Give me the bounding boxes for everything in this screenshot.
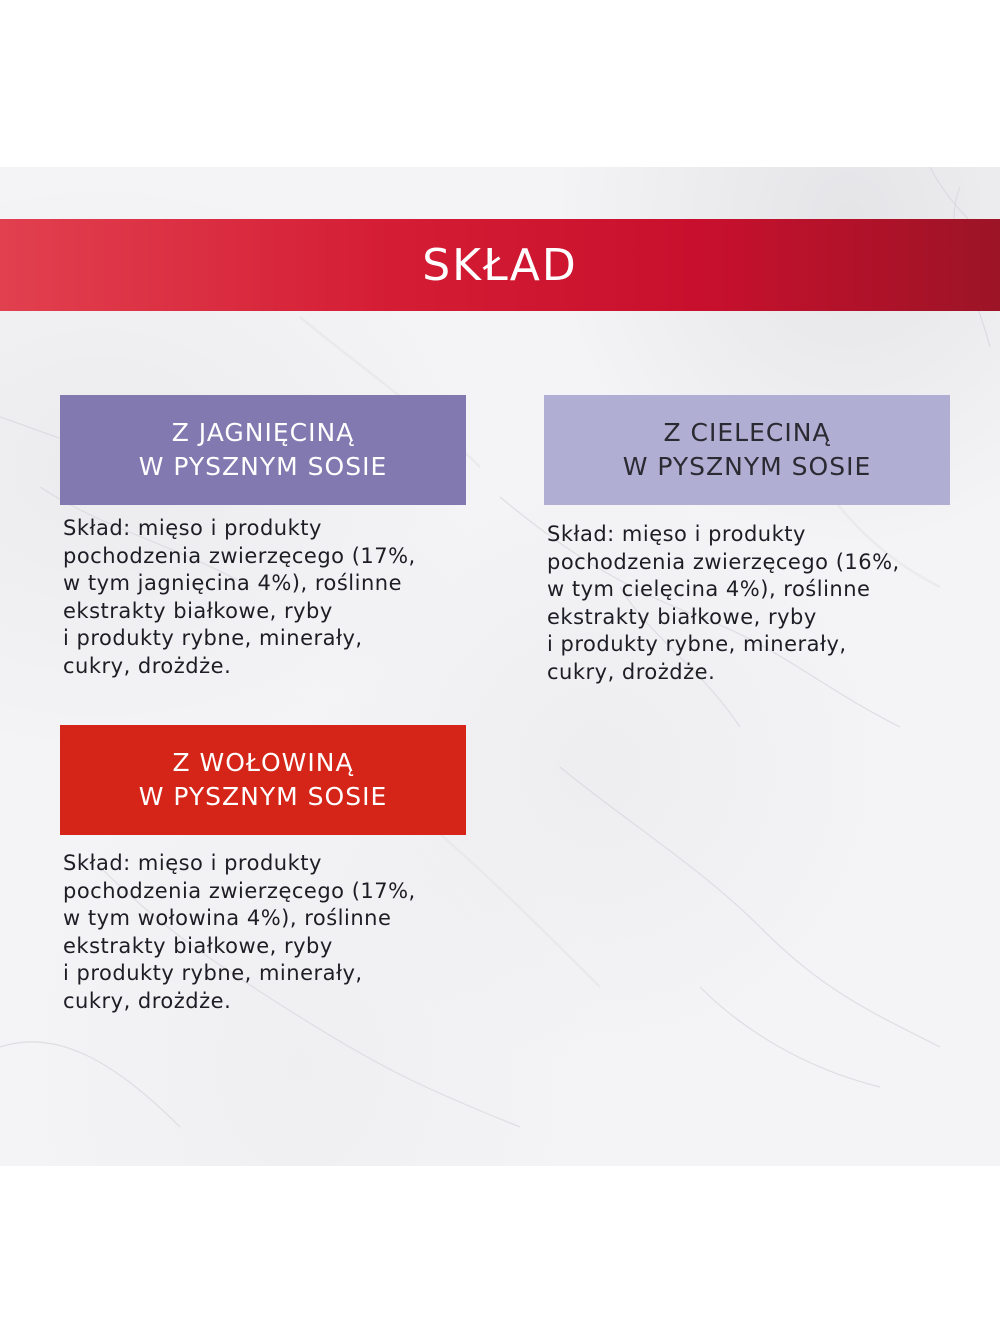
- lamb-ingredients-text: [63, 515, 483, 681]
- veal-ingredients-line: i produkty rybne, minerały,: [547, 632, 847, 657]
- beef-ingredients-text: [63, 850, 483, 1016]
- veal-ingredients-text: [547, 521, 967, 687]
- veal-ingredients-line: pochodzenia zwierzęcego (16%,: [547, 549, 900, 574]
- veal-ingredients-line: cukry, drożdże.: [547, 659, 716, 684]
- beef-ingredients-line: Skład: mięso i produkty: [63, 851, 322, 875]
- beef-ingredients-line: cukry, drożdże.: [63, 988, 232, 1013]
- page-title: SKŁAD: [422, 239, 578, 291]
- header-banner: [0, 219, 1000, 311]
- beef-ingredients-line: w tym wołowina 4%), roślinne: [63, 906, 392, 931]
- beef-ingredients-line: i produkty rybne, minerały,: [63, 961, 363, 986]
- lamb-variant-heading: [60, 395, 466, 505]
- lamb-ingredients-line: Skład: mięso i produkty: [63, 516, 322, 540]
- lamb-heading-line-1: Z JAGNIĘCINĄ: [171, 418, 355, 447]
- veal-ingredients-line: ekstrakty białkowe, ryby: [547, 604, 817, 629]
- veal-ingredients-line: w tym cielęcina 4%), roślinne: [547, 577, 871, 602]
- lamb-heading-line-2: W PYSZNYM SOSIE: [138, 452, 388, 481]
- lamb-ingredients-line: cukry, drożdże.: [63, 653, 232, 678]
- beef-variant-heading: [60, 725, 466, 835]
- lamb-ingredients-line: pochodzenia zwierzęcego (17%,: [63, 543, 416, 568]
- beef-ingredients-line: ekstrakty białkowe, ryby: [63, 933, 333, 958]
- veal-ingredients-line: Skład: mięso i produkty: [547, 522, 806, 546]
- lamb-ingredients-line: w tym jagnięcina 4%), roślinne: [63, 571, 403, 596]
- veal-heading-line-2: W PYSZNYM SOSIE: [622, 452, 872, 481]
- lamb-ingredients-line: i produkty rybne, minerały,: [63, 626, 363, 651]
- beef-ingredients-line: pochodzenia zwierzęcego (17%,: [63, 878, 416, 903]
- lamb-ingredients-line: ekstrakty białkowe, ryby: [63, 598, 333, 623]
- veal-variant-heading: [544, 395, 950, 505]
- beef-heading-line-1: Z WOŁOWINĄ: [172, 748, 354, 777]
- veal-heading-line-1: Z CIELECINĄ: [663, 418, 831, 447]
- beef-heading-line-2: W PYSZNYM SOSIE: [138, 782, 388, 811]
